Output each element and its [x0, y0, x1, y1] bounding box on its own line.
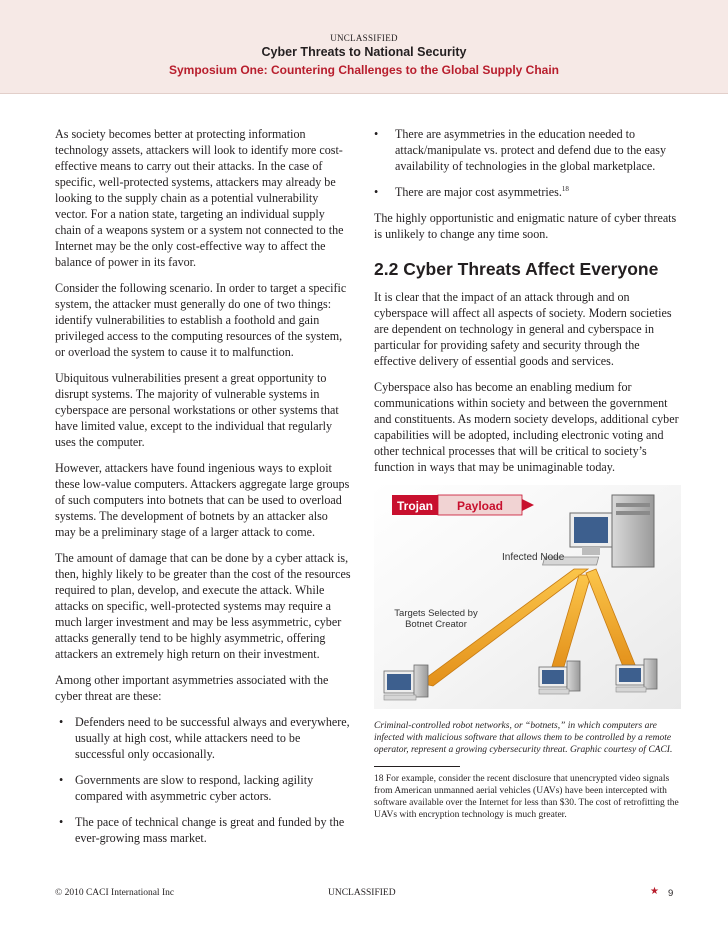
- asymmetries-list: [55, 714, 351, 846]
- list-item-text: There are asymmetries in the education needed to attack/manipulate vs. protect and defend due to the easy availability of technologies in the global marketplace.: [395, 127, 666, 173]
- trojan-payload-label: [392, 495, 534, 515]
- paragraph: Consider the following scenario. In order to target a specific system, the attacker must generally do one of two things: identify vulnerabilities to establish a foothold and gain privileged access to the computing resources of the system, or overload the system to cause it to malfunction.: [55, 281, 347, 359]
- footnote-divider: [374, 766, 460, 767]
- bullet-marker: •: [59, 715, 64, 729]
- botnet-figure: [374, 485, 681, 709]
- document-subtitle: Symposium One: Countering Challenges to the Global Supply Chain: [168, 63, 560, 77]
- right-column: [363, 126, 681, 831]
- page-header: [0, 0, 728, 94]
- bullet-marker: •: [59, 773, 64, 787]
- page-footer: [0, 882, 728, 906]
- paragraph: Among other important asymmetries associated with the cyber threat are these:: [55, 673, 329, 703]
- payload-label: Payload: [456, 499, 504, 513]
- left-column: [55, 126, 351, 856]
- list-item: [363, 184, 681, 200]
- paragraph: However, attackers have found ingenious ways to exploit these low-value computers. Attackers aggregate large groups of such computers into botnets that can be used to overload systems. The development of botnets by an attacker also may be a preliminary stage of a larger attack to come.: [55, 461, 350, 539]
- targets-label-line2: Botnet Creator: [405, 619, 467, 630]
- footer-copyright: © 2010 CACI International Inc: [55, 888, 175, 898]
- paragraph: It is clear that the impact of an attack through and on cyberspace will affect all aspects of society. Modern societies are dependent on technology in general and cyberspace in particular for providing safety and security through the effective delivery of essential goods and services.: [374, 290, 672, 368]
- paragraph: The amount of damage that can be done by a cyber attack is, then, highly likely to be greater than the cost of the resources required to plan, develop, and execute the attack. While attacks on specific, well-protected systems may require a much larger investment and may be less asymmetric, cyber attacks generally tend to be highly asymmetric, offering attackers an extremely high return on their investment.: [55, 551, 351, 661]
- paragraph: The highly opportunistic and enigmatic nature of cyber threats is unlikely to change any time soon.: [374, 211, 677, 241]
- list-item-text: There are major cost asymmetries.: [395, 185, 562, 199]
- list-item: [55, 772, 351, 804]
- list-item-text: Defenders need to be successful always and everywhere, usually at high cost, while attackers need to be successful only occasionally.: [75, 715, 350, 761]
- list-item: [55, 714, 351, 762]
- footnote-reference: 18: [561, 184, 569, 193]
- list-item-text: The pace of technical change is great and funded by the ever-growing mass market.: [75, 815, 345, 845]
- star-icon: ★: [650, 886, 659, 897]
- list-item-text: Governments are slow to respond, lacking agility compared with asymmetric cyber actors.: [75, 773, 314, 803]
- page-number: 9: [668, 888, 674, 899]
- list-item: [363, 126, 681, 174]
- document-title: Cyber Threats to National Security: [261, 45, 467, 59]
- bullet-marker: •: [374, 185, 379, 199]
- paragraph: Cyberspace also has become an enabling medium for communications within society and between the government and constituents. As modern society develops, additional cyber capabilities will be adopted, including electronic voting and other technical processes that will be critical to society’s function in ways that may be unimaginable today.: [374, 380, 679, 474]
- list-item: [55, 814, 351, 846]
- section-body: [363, 289, 681, 475]
- section-heading: 2.2 Cyber Threats Affect Everyone: [374, 259, 659, 279]
- targets-label-line1: Targets Selected by: [394, 608, 478, 619]
- footer-classification: UNCLASSIFIED: [328, 888, 396, 898]
- infected-node-label: Infected Node: [502, 552, 565, 563]
- paragraph: Ubiquitous vulnerabilities present a great opportunity to disrupt systems. The majority of vulnerable systems in cyberspace are personal workstations or other systems that have limited value, except to the individual that regularly uses the computer.: [55, 371, 339, 449]
- right-body: [363, 210, 681, 242]
- footnote: 18 For example, consider the recent disclosure that unencrypted video signals from American unmanned aerial vehicles (UAVs) have been intercepted with software available over the Internet for less than $30. The cost of retrofitting the UAVs with encryption technology is much greater.: [374, 774, 679, 820]
- asymmetries-list-continued: [363, 126, 681, 200]
- bullet-marker: •: [59, 815, 64, 829]
- bullet-marker: •: [374, 127, 379, 141]
- trojan-label: Trojan: [396, 499, 434, 513]
- botnet-illustration: [374, 485, 681, 709]
- figure-caption: Criminal-controlled robot networks, or “botnets,” in which computers are infected with malicious software that allows them to be controlled by a remote operator, represent a growing cybersecurity threat. Graphic courtesy of CACI.: [374, 721, 673, 755]
- header-classification: UNCLASSIFIED: [330, 33, 398, 43]
- paragraph: As society becomes better at protecting information technology assets, attackers will look to identify more cost-effective means to carry out their attacks. In the case of specific, well-protected systems, attackers may already be looking to the supply chain as a potential vulnerability vector. For a nation state, targeting an individual supply chain of a weapons system or a system not connected to the Internet may be the only cost-effective way to affect the balance of power in its favor.: [55, 127, 344, 269]
